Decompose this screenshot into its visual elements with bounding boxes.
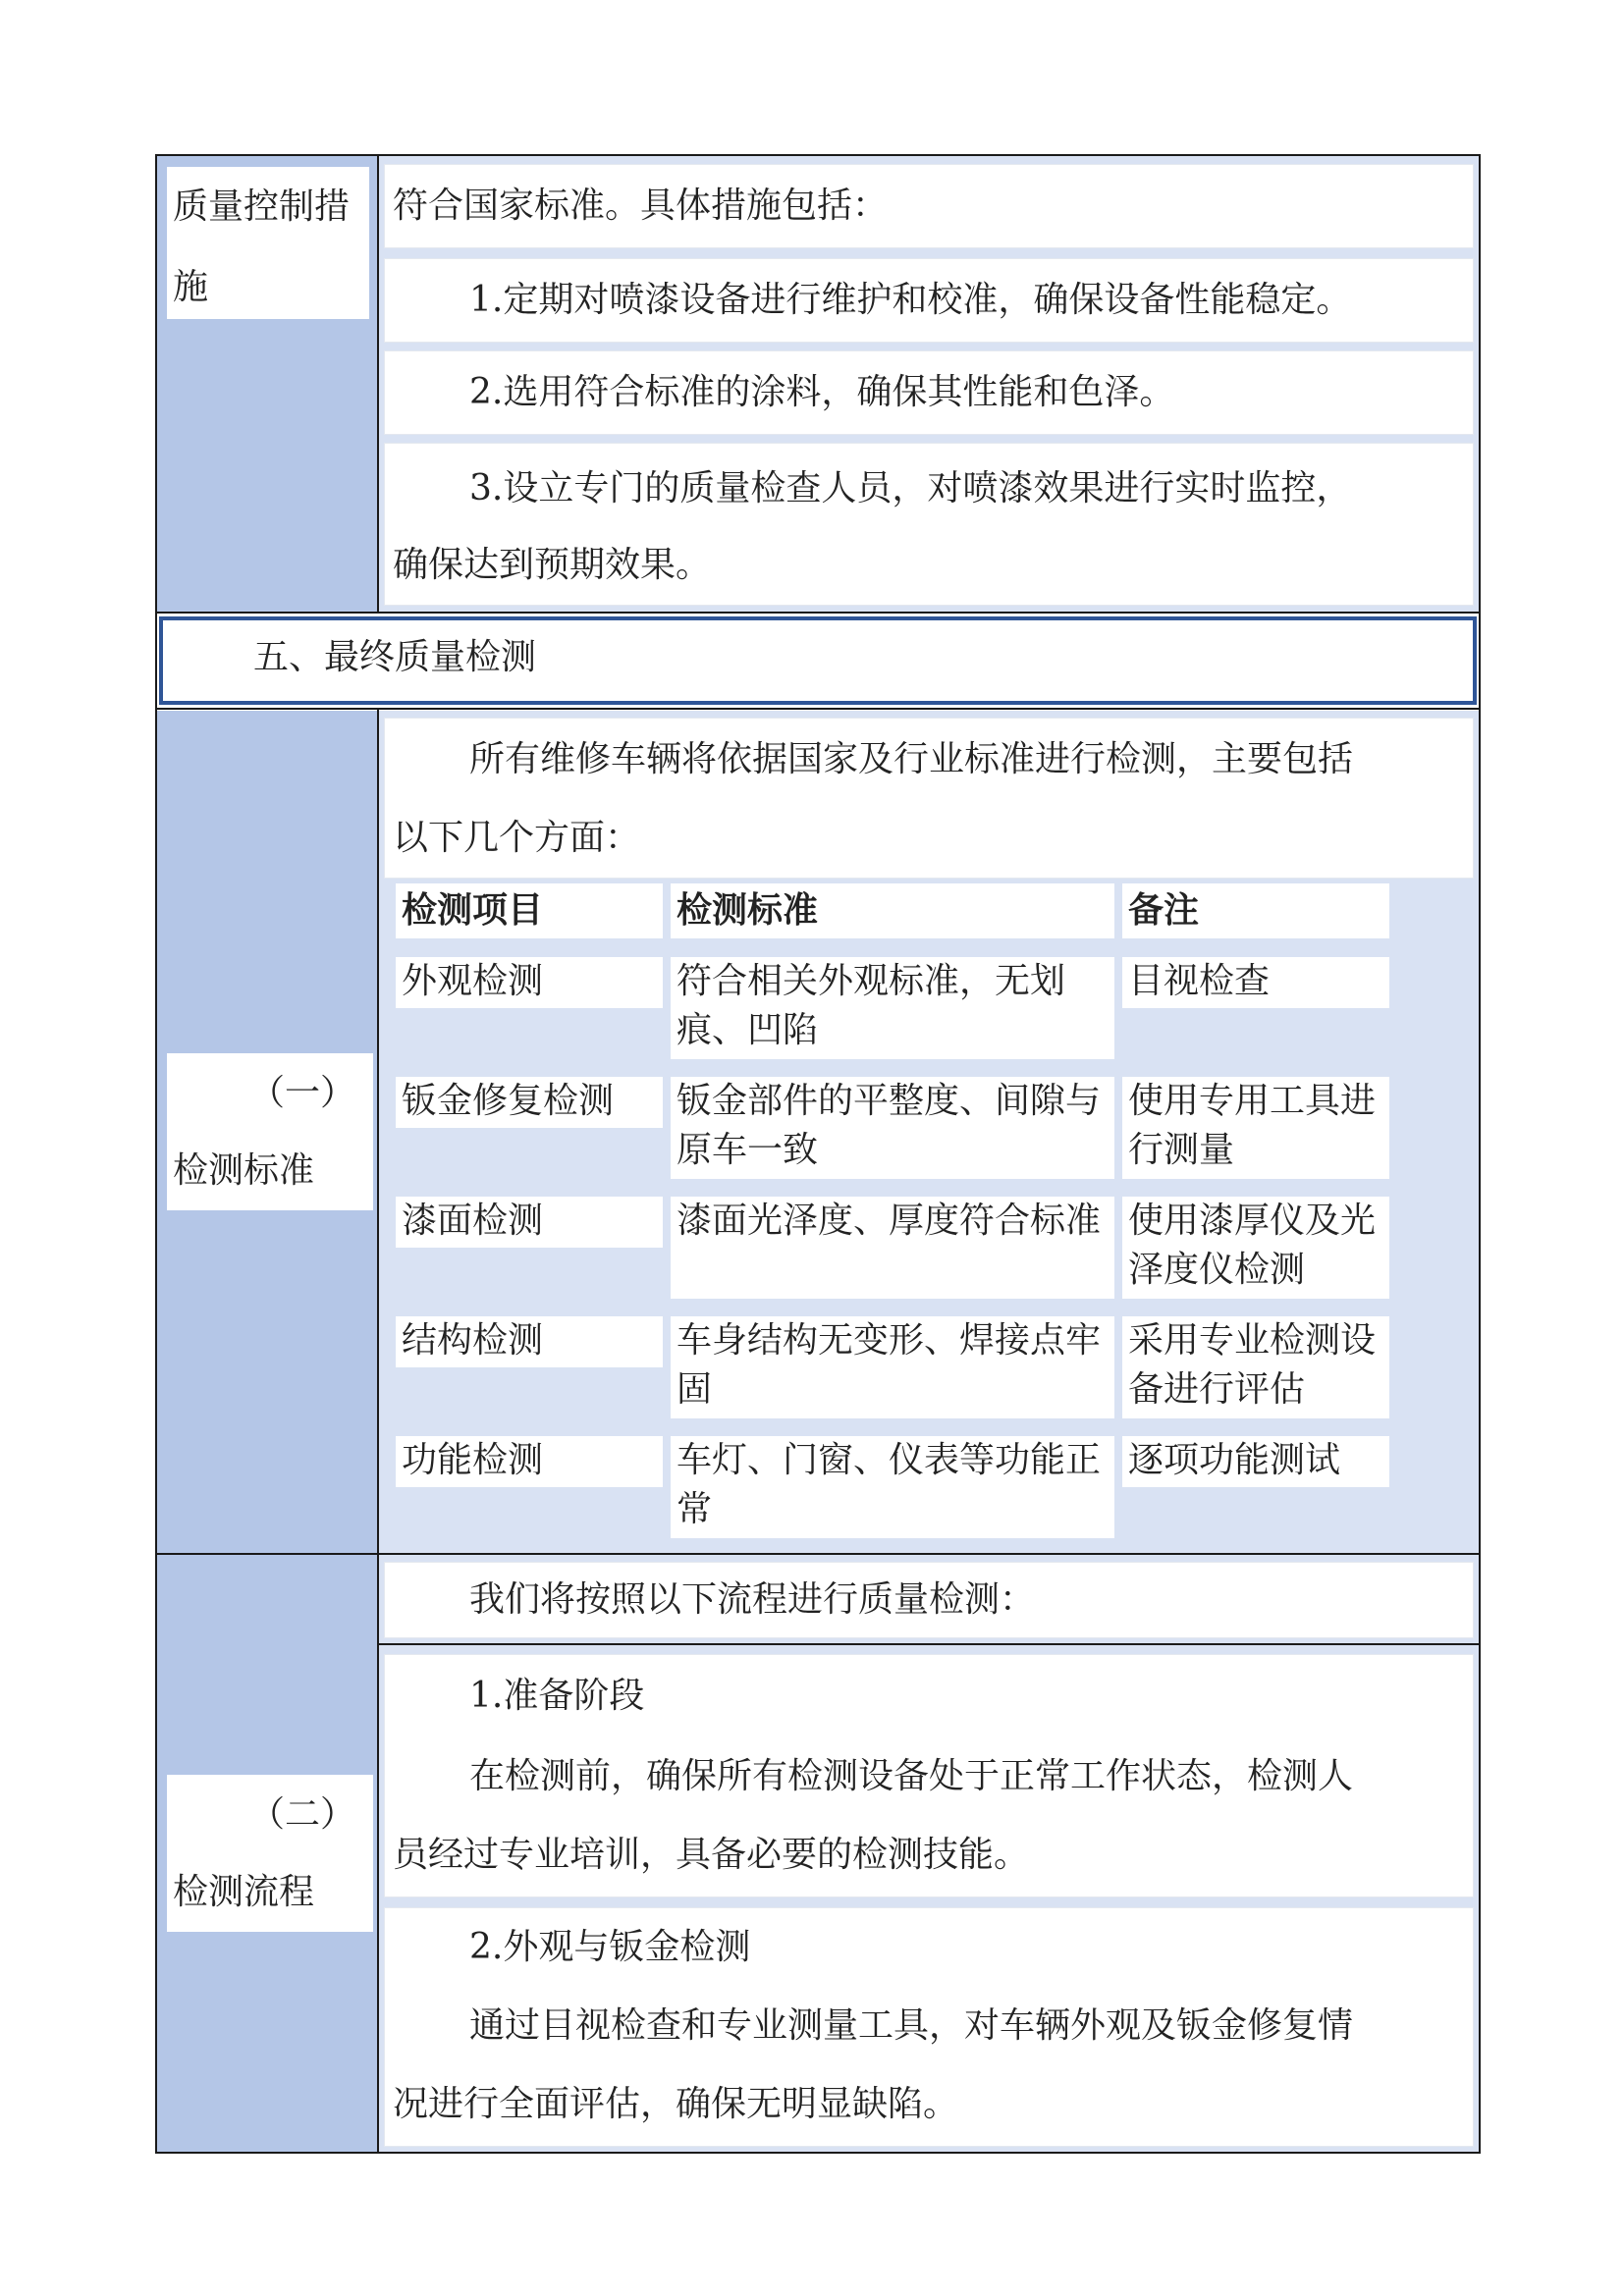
standards-intro-box bbox=[385, 719, 1473, 878]
process-step2-box bbox=[385, 1908, 1473, 2146]
standards-intro-line1: 所有维修车辆将依据国家及行业标准进行检测，主要包括 bbox=[469, 739, 1354, 779]
table-cell-note: 使用漆厚仪及光泽度仪检测 bbox=[1122, 1197, 1389, 1299]
table-cell-note: 逐项功能测试 bbox=[1122, 1436, 1389, 1487]
table-cell-note: 目视检查 bbox=[1122, 957, 1389, 1008]
quality-control-item-2-box bbox=[385, 351, 1473, 434]
process-step1-line2: 员经过专业培训，具备必要的检测技能。 bbox=[393, 1835, 1030, 1875]
quality-control-item-2: 2.选用符合标准的涂料，确保其性能和色泽。 bbox=[469, 372, 1175, 412]
table-cell-item: 结构检测 bbox=[396, 1316, 663, 1367]
process-step2-title: 2.外观与钣金检测 bbox=[469, 1927, 751, 1967]
process-step1-box bbox=[385, 1655, 1473, 1896]
quality-control-item-3-cont: 确保达到预期效果。 bbox=[393, 545, 712, 585]
table-header-standard: 检测标准 bbox=[671, 883, 1114, 938]
section-five-banner bbox=[159, 616, 1477, 705]
quality-control-intro: 符合国家标准。具体措施包括： bbox=[393, 186, 889, 226]
quality-control-label-text: 质量控制措施 bbox=[173, 187, 351, 307]
process-intro-box bbox=[385, 1563, 1473, 1637]
process-label-num: （二） bbox=[248, 1794, 355, 1835]
table-cell-item: 漆面检测 bbox=[396, 1197, 663, 1248]
process-label bbox=[167, 1775, 373, 1932]
standards-label-num: （一） bbox=[248, 1073, 355, 1113]
standards-label bbox=[167, 1053, 373, 1210]
table-border-left bbox=[155, 154, 157, 2154]
table-cell-note: 使用专用工具进行测量 bbox=[1122, 1077, 1389, 1179]
table-header-item: 检测项目 bbox=[396, 883, 663, 938]
process-step1-title: 1.准备阶段 bbox=[469, 1676, 645, 1716]
quality-control-label bbox=[167, 167, 369, 319]
table-border-bottom bbox=[155, 2152, 1481, 2154]
quality-control-item-3: 3.设立专门的质量检查人员，对喷漆效果进行实时监控， bbox=[469, 468, 1352, 508]
table-row-divider-2 bbox=[155, 708, 1481, 710]
table-cell-item: 钣金修复检测 bbox=[396, 1077, 663, 1128]
table-inner-divider-a bbox=[379, 1643, 1479, 1645]
process-step2-line2: 况进行全面评估，确保无明显缺陷。 bbox=[393, 2084, 959, 2124]
quality-control-item-1-box bbox=[385, 259, 1473, 342]
section-five-title: 五、最终质量检测 bbox=[253, 637, 537, 677]
table-cell-standard: 车身结构无变形、焊接点牢固 bbox=[671, 1316, 1114, 1418]
table-cell-standard: 车灯、门窗、仪表等功能正常 bbox=[671, 1436, 1114, 1538]
process-step1-line1: 在检测前，确保所有检测设备处于正常工作状态，检测人 bbox=[469, 1756, 1354, 1796]
standards-intro-line2: 以下几个方面： bbox=[393, 818, 641, 858]
quality-control-item-1: 1.定期对喷漆设备进行维护和校准，确保设备性能稳定。 bbox=[469, 280, 1352, 320]
quality-control-intro-box bbox=[385, 165, 1473, 247]
table-header-note: 备注 bbox=[1122, 883, 1389, 938]
table-row-divider-1 bbox=[155, 612, 1481, 614]
table-cell-note: 采用专业检测设备进行评估 bbox=[1122, 1316, 1389, 1418]
table-cell-standard: 钣金部件的平整度、间隙与原车一致 bbox=[671, 1077, 1114, 1179]
table-border-right bbox=[1479, 154, 1481, 2154]
table-border-top bbox=[155, 154, 1481, 156]
table-cell-standard: 漆面光泽度、厚度符合标准 bbox=[671, 1197, 1114, 1299]
quality-control-item-3-box bbox=[385, 444, 1473, 605]
table-cell-item: 功能检测 bbox=[396, 1436, 663, 1487]
process-step2-line1: 通过目视检查和专业测量工具，对车辆外观及钣金修复情 bbox=[469, 2005, 1354, 2046]
standards-label-text: 检测标准 bbox=[173, 1150, 315, 1191]
process-label-text: 检测流程 bbox=[173, 1872, 315, 1912]
table-cell-standard: 符合相关外观标准，无划痕、凹陷 bbox=[671, 957, 1114, 1059]
table-cell-item: 外观检测 bbox=[396, 957, 663, 1008]
table-col-divider-top bbox=[377, 154, 379, 614]
table-col-divider-bottom bbox=[377, 708, 379, 2154]
process-intro: 我们将按照以下流程进行质量检测： bbox=[469, 1579, 1036, 1620]
table-row-divider-3 bbox=[155, 1553, 1481, 1555]
